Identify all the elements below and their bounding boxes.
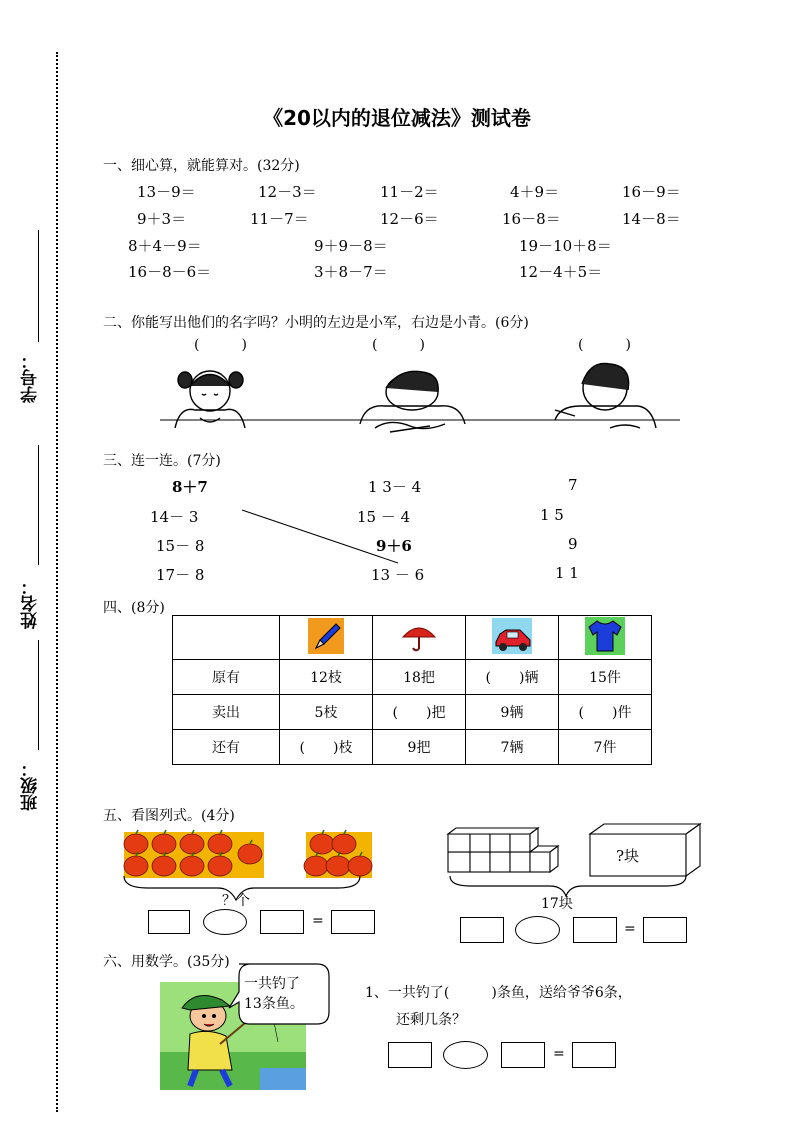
answer-box[interactable] [388,1042,432,1068]
example-match-line [240,508,400,568]
binding-dotted-line [56,52,58,1112]
answer-box[interactable] [460,917,504,943]
table-cell: ( )把 [373,695,466,730]
calc-item: 9＋3＝ [137,210,187,228]
calc-item: 3＋8－7＝ [314,263,388,281]
apple-icon [152,834,176,854]
student-id-label: 学号： [21,352,41,403]
apple-icon [238,844,262,864]
bubble-line1: 一共钓了 [244,976,300,992]
apple-icon [124,856,148,876]
match-middle-item: 15 － 4 [357,508,411,526]
calc-item: 9＋9－8＝ [314,237,388,255]
calc-item: 14－8＝ [622,210,681,228]
match-left-item: 15－ 8 [156,537,205,555]
calc-item: 12－3＝ [258,183,317,201]
calc-item: 11－7＝ [250,210,309,228]
match-right-item: 9 [568,535,578,553]
apple-icon [332,834,356,854]
apple-icon [124,834,148,854]
apples-question-label: ？个 [222,893,250,909]
match-middle-item: 13 － 6 [371,566,425,584]
apple-icon [180,834,204,854]
calc-item: 12－6＝ [380,210,439,228]
apple-icon [304,856,328,876]
table-cell: 18把 [373,660,466,695]
pencil-icon [308,618,344,654]
apple-icon [152,856,176,876]
blocks-total-label: 17块 [541,896,573,912]
student-id-line [38,230,39,342]
operator-oval[interactable] [515,916,560,944]
calc-item: 16－9＝ [622,183,681,201]
calc-item: 8＋4－9＝ [128,237,202,255]
equals-sign: = [624,921,636,937]
row-label: 卖出 [173,695,280,730]
table-cell: 15件 [559,660,652,695]
blocks-illustration [440,820,710,916]
answer-box[interactable] [148,910,190,934]
equals-sign: = [312,913,324,929]
name-blank-middle: ( ) [372,337,425,353]
equals-sign: = [553,1046,565,1062]
match-right-item: 1 1 [555,564,579,582]
calc-item: 11－2＝ [380,183,439,201]
goods-table [172,615,652,765]
table-cell: 9把 [373,730,466,765]
apple-icon [310,834,334,854]
table-header-pencil [280,616,373,660]
name-line [38,445,39,565]
section1-heading: 一、细心算，就能算对。(32分) [103,158,300,174]
class-line [38,640,39,750]
answer-box[interactable] [331,910,375,934]
apple-icon [208,856,232,876]
table-cell: 9辆 [466,695,559,730]
match-left-item: 8＋7 [172,478,208,496]
calc-item: 4＋9＝ [510,183,560,201]
table-header-car [466,616,559,660]
table-cell: ( )辆 [466,660,559,695]
name-blank-right: ( ) [578,337,631,353]
calc-item: 16－8＝ [502,210,561,228]
car-icon [492,618,532,654]
match-middle-item: 1 3－ 4 [368,478,422,496]
table-cell: 5枝 [280,695,373,730]
calc-item: 12－4＋5＝ [519,263,603,281]
operator-oval[interactable] [203,909,247,935]
section6-heading: 六、用数学。(35分) [103,954,230,970]
section5-heading: 五、看图列式。(4分) [103,808,235,824]
answer-box[interactable] [572,1042,616,1068]
table-cell: ( )件 [559,695,652,730]
answer-box[interactable] [573,917,617,943]
calc-item: 16－8－6＝ [128,263,212,281]
apple-icon [180,856,204,876]
three-children-illustration [160,358,680,442]
apple-icon [348,856,372,876]
section4-heading: 四、(8分) [103,600,165,616]
row-label: 还有 [173,730,280,765]
row-label: 原有 [173,660,280,695]
table-cell: 7辆 [466,730,559,765]
blocks-question-label: ?块 [616,847,640,865]
question1-line2: 还剩几条？ [396,1012,466,1028]
match-left-item: 14－ 3 [150,508,199,526]
match-middle-item: 9＋6 [376,537,412,555]
table-header-umbrella [373,616,466,660]
question1-line1: 1、一共钓了( )条鱼，送给爷爷6条， [365,985,632,1001]
table-cell: 7件 [559,730,652,765]
umbrella-icon [400,619,438,653]
answer-box[interactable] [260,910,304,934]
apple-icon [208,834,232,854]
name-label: 姓名： [21,578,41,629]
match-right-item: 1 5 [540,506,564,524]
match-right-item: 7 [568,476,578,494]
answer-box[interactable] [501,1042,545,1068]
page-title: 《20以内的退位减法》测试卷 [263,106,531,130]
apple-icon [326,856,350,876]
operator-oval[interactable] [443,1041,488,1069]
section2-heading: 二、你能写出他们的名字吗？小明的左边是小军，右边是小青。(6分) [103,315,529,331]
answer-box[interactable] [643,917,687,943]
calc-item: 13－9＝ [137,183,196,201]
class-label: 班级： [21,760,41,811]
table-header-shirt [559,616,652,660]
calc-item: 19－10＋8＝ [519,237,612,255]
bubble-line2: 13条鱼。 [244,996,304,1012]
match-left-item: 17－ 8 [156,566,205,584]
name-blank-left: ( ) [194,337,247,353]
section3-heading: 三、连一连。(7分) [103,453,221,469]
shirt-icon [585,617,625,655]
table-cell: 12枝 [280,660,373,695]
table-header-empty [173,616,280,660]
table-cell: ( )枝 [280,730,373,765]
